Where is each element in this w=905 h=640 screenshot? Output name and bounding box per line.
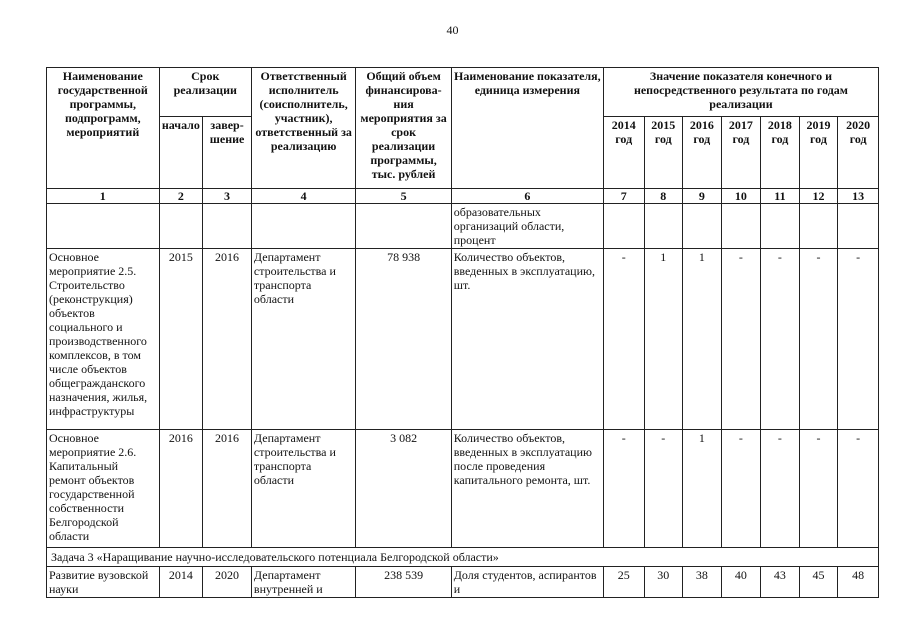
cell-value: 30 [644,567,683,598]
cell-name: Основное мероприятие 2.5. Строительство (реконструкция) объектов социального и производственного комплексов, в том числе объектов общегражданского назначения, жилья, инфраструктуры [47,249,160,430]
task-row [47,548,879,567]
cell-financing: 3 082 [356,430,451,548]
cell-name: Основное мероприятие 2.6. Капитальный ремонт объектов государственной собственности Белгородской области [47,430,160,548]
cell-responsible: Департамент строительства и транспорта области [251,430,355,548]
cell-name: Развитие вузовской науки [47,567,160,598]
cell-value [644,204,683,249]
cell-financing: 238 539 [356,567,451,598]
cell-value: - [721,249,761,430]
cell-value [838,204,879,249]
cell-end: 2016 [203,249,252,430]
cell-responsible: Департамент строительства и транспорта области [251,249,355,430]
column-number: 3 [203,189,252,204]
cell-start: 2014 [159,567,203,598]
cell-value [761,204,800,249]
cell-value: 38 [683,567,722,598]
cell-value: 1 [683,430,722,548]
cell-start [159,204,203,249]
cell-responsible [251,204,355,249]
header-financing: Общий объем финансирова-ния мероприятия за срок реализации программы, тыс. рублей [356,68,451,189]
column-number: 10 [721,189,761,204]
cell-value: 48 [838,567,879,598]
table-row [47,567,879,598]
cell-value [721,204,761,249]
header-indicator: Наименование показателя, единица измерения [451,68,603,189]
header-year: 2014 год [603,117,644,189]
cell-value: 45 [799,567,838,598]
cell-financing: 78 938 [356,249,451,430]
table-row [47,204,879,249]
cell-value [799,204,838,249]
header-year: 2015 год [644,117,683,189]
cell-value [683,204,722,249]
cell-start: 2016 [159,430,203,548]
cell-indicator: Доля студентов, аспирантов и [451,567,603,598]
header-year: 2017 год [721,117,761,189]
cell-value: - [761,249,800,430]
cell-value: 43 [761,567,800,598]
cell-indicator: образовательных организаций области, процент [451,204,603,249]
cell-indicator: Количество объектов, введенных в эксплуатацию после проведения капитального ремонта, шт. [451,430,603,548]
header-year: 2018 год [761,117,800,189]
column-number: 5 [356,189,451,204]
cell-value: - [721,430,761,548]
header-term: Срок реализации [159,68,251,117]
column-number: 8 [644,189,683,204]
column-number: 13 [838,189,879,204]
column-number: 6 [451,189,603,204]
header-year: 2019 год [799,117,838,189]
header-start: начало [159,117,203,189]
cell-value: - [644,430,683,548]
cell-value: - [761,430,800,548]
column-number: 4 [251,189,355,204]
cell-value: 1 [644,249,683,430]
header-end: завер-шение [203,117,252,189]
cell-start: 2015 [159,249,203,430]
cell-financing [356,204,451,249]
cell-value: - [799,249,838,430]
column-number: 7 [603,189,644,204]
cell-name [47,204,160,249]
column-number: 9 [683,189,722,204]
cell-value: - [799,430,838,548]
cell-value: 25 [603,567,644,598]
program-table [46,67,879,598]
header-values: Значение показателя конечного и непосредственного результата по годам реализации [603,68,878,117]
column-number-row [47,189,879,204]
cell-end: 2020 [203,567,252,598]
table-row [47,249,879,430]
header-year: 2020 год [838,117,879,189]
page-number: 40 [446,23,459,37]
header-responsible: Ответственный исполнитель (соисполнитель, участник), ответственный за реализацию [251,68,355,189]
cell-value: - [838,430,879,548]
cell-value: 40 [721,567,761,598]
cell-end [203,204,252,249]
cell-value: - [603,249,644,430]
cell-value [603,204,644,249]
table-row [47,430,879,548]
header-name: Наименование государственной программы, подпрограмм, мероприятий [47,68,160,189]
cell-indicator: Количество объектов, введенных в эксплуатацию, шт. [451,249,603,430]
cell-value: - [838,249,879,430]
column-number: 1 [47,189,160,204]
column-number: 2 [159,189,203,204]
column-number: 12 [799,189,838,204]
cell-end: 2016 [203,430,252,548]
cell-value: 1 [683,249,722,430]
cell-responsible: Департамент внутренней и [251,567,355,598]
header-year: 2016 год [683,117,722,189]
task-title: Задача 3 «Наращивание научно-исследовательского потенциала Белгородской области» [47,548,879,567]
column-number: 11 [761,189,800,204]
cell-value: - [603,430,644,548]
